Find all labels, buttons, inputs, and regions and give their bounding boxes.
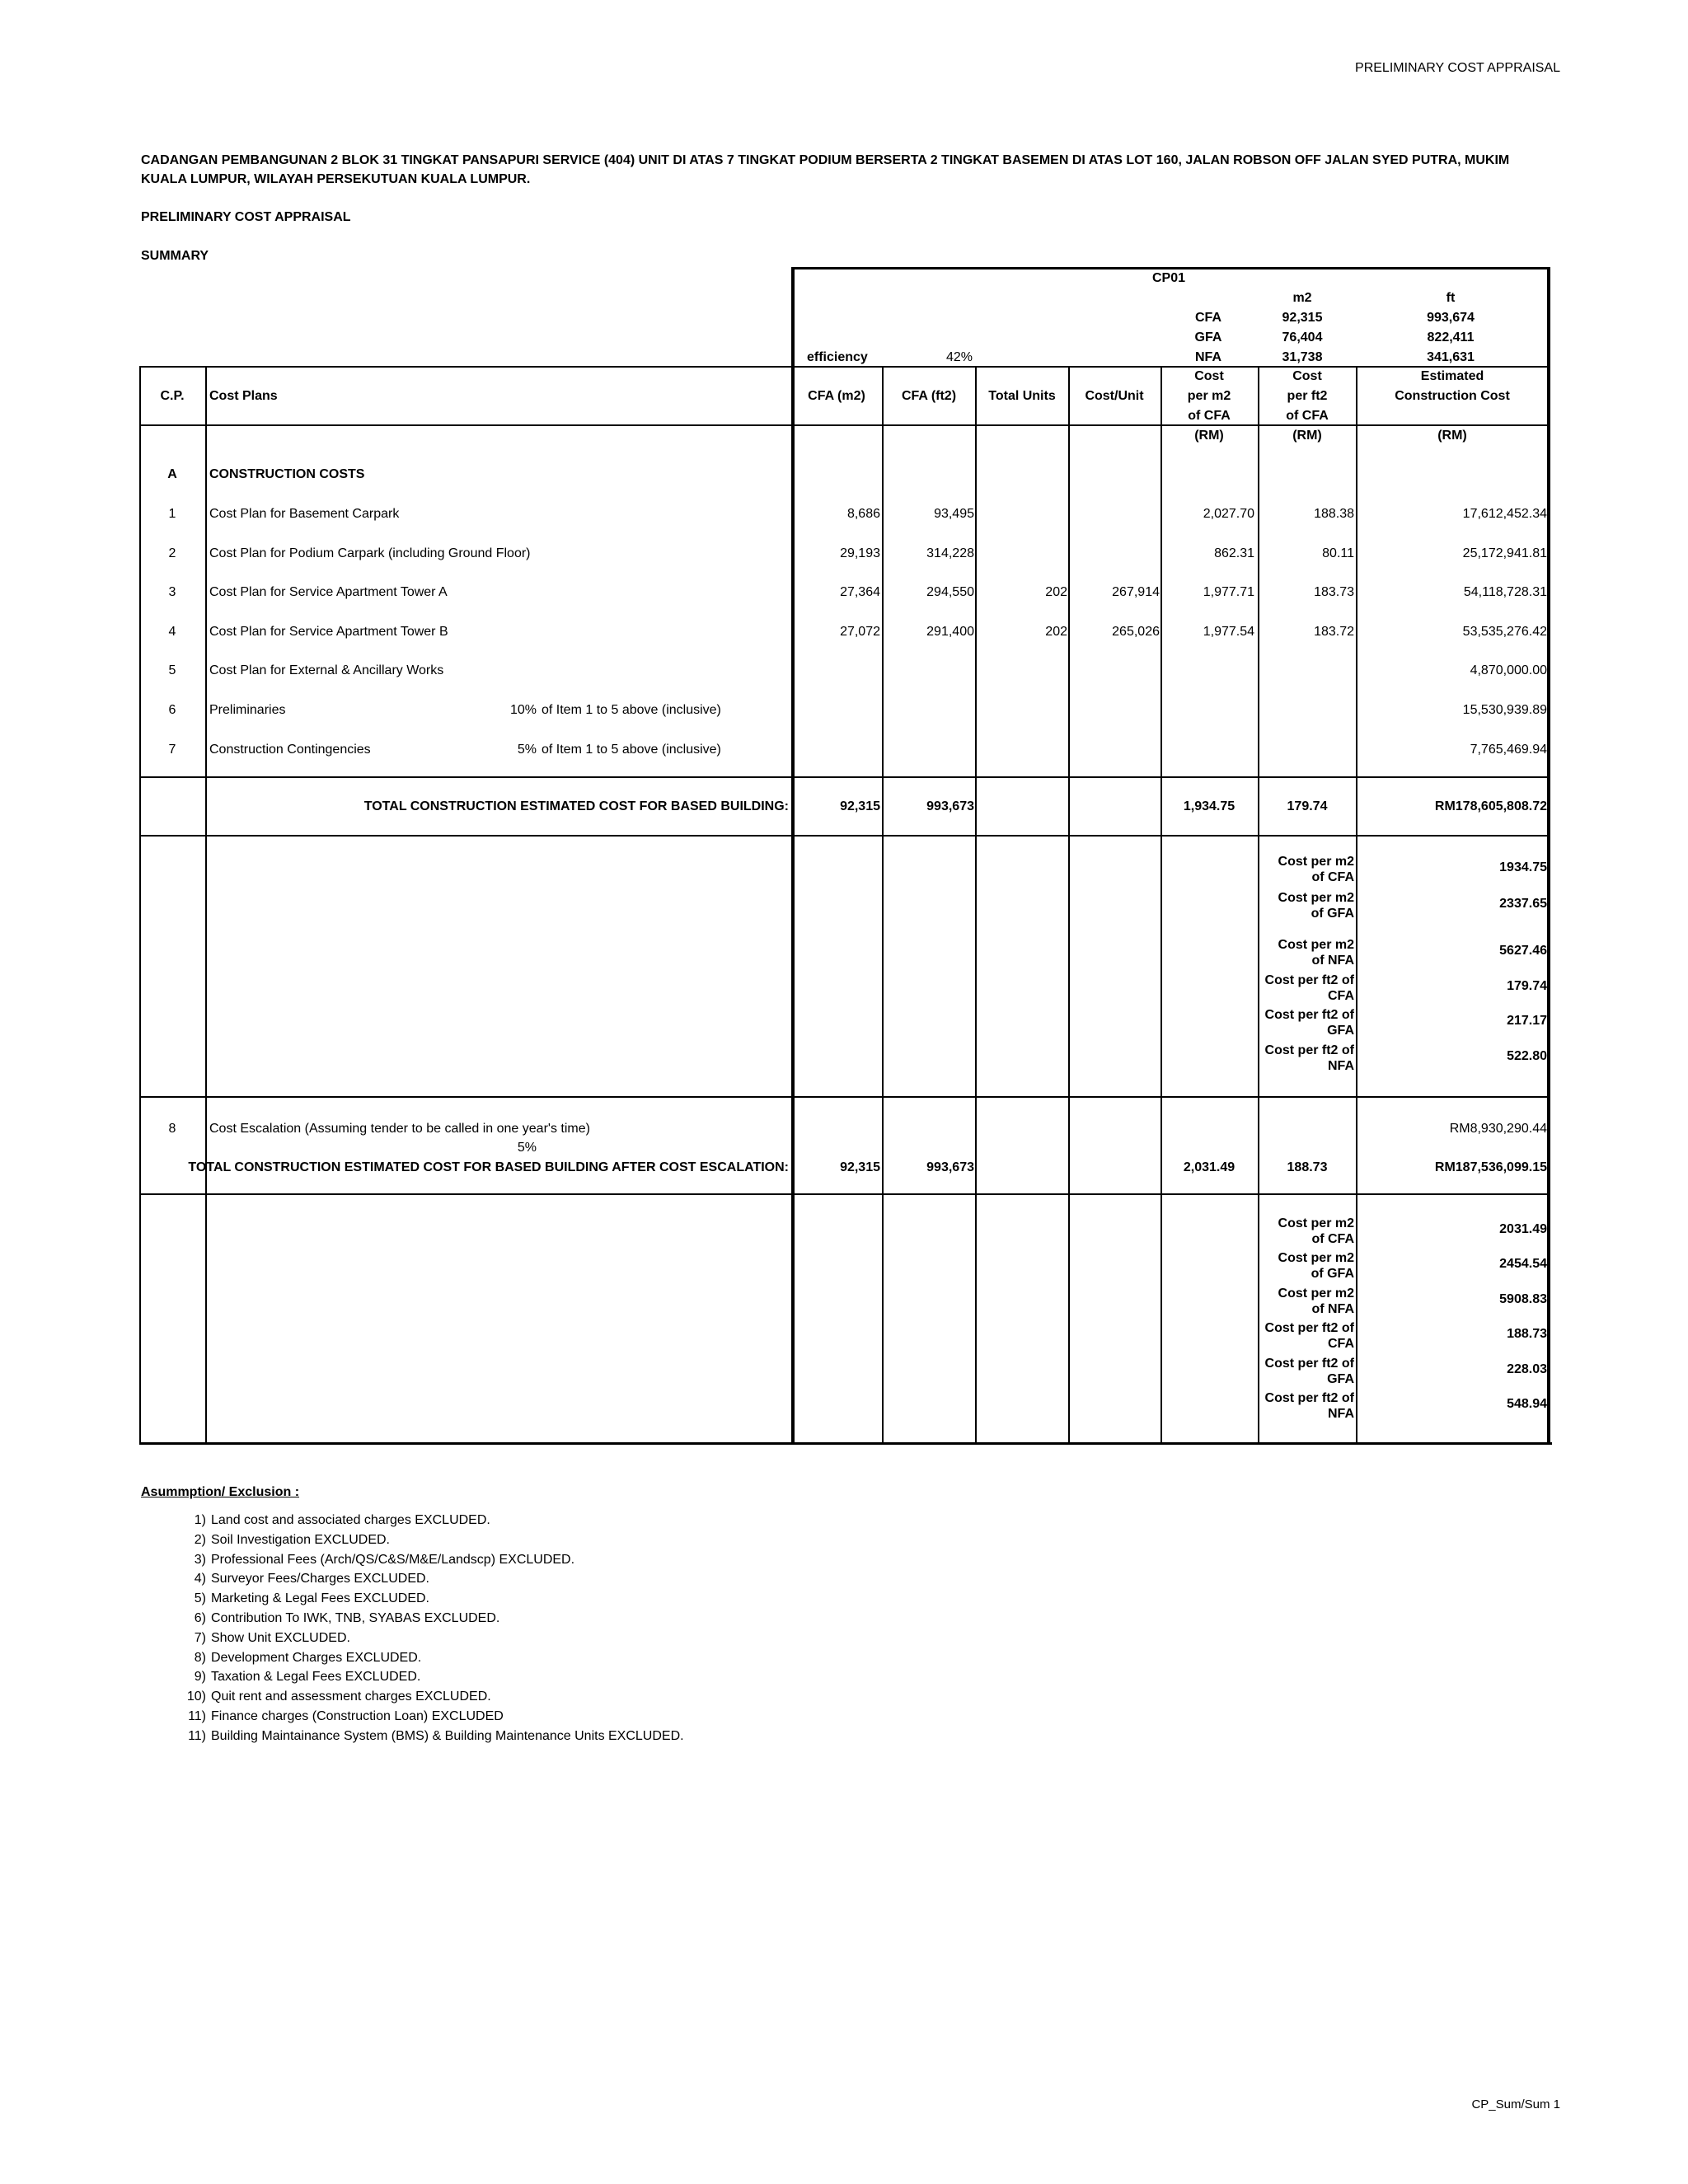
column-ft: ft (1446, 291, 1456, 305)
item-estimated-cost: 4,870,000.00 (1470, 663, 1547, 678)
area-label: GFA (1194, 330, 1222, 344)
total-cfa-ft2: 993,673 (926, 1160, 974, 1174)
assumption-text: Development Charges EXCLUDED. (211, 1650, 422, 1665)
item-cost-per-ft2: 183.72 (1314, 624, 1354, 639)
assumption-text: Land cost and associated charges EXCLUDED. (211, 1513, 490, 1527)
section-code: A (167, 467, 177, 481)
table-rule (139, 366, 1550, 368)
table-border-top (791, 267, 1550, 269)
column-cost-per-ft2: per ft2 (1287, 389, 1328, 403)
total-cost-per-ft2: 188.73 (1287, 1160, 1328, 1174)
table-border-bottom (139, 1442, 1552, 1445)
page-footer: CP_Sum/Sum 1 (1471, 2097, 1560, 2111)
area-label: NFA (1195, 350, 1221, 364)
item-description: Cost Plan for Service Apartment Tower B (209, 624, 448, 639)
assumption-number: 4) (194, 1572, 206, 1586)
item-percentage-note: of Item 1 to 5 above (inclusive) (542, 703, 721, 717)
assumption-number: 8) (194, 1650, 206, 1665)
table-rule (139, 835, 1550, 837)
item-description: Preliminaries (209, 703, 286, 717)
table-rule (1356, 366, 1357, 1442)
breakdown-value: 179.74 (1507, 979, 1547, 993)
assumption-item (165, 1651, 684, 1671)
item-cfa-m2: 29,193 (840, 546, 880, 560)
column-cp: C.P. (160, 389, 185, 403)
assumption-item (165, 1513, 684, 1533)
table-rule (1160, 366, 1162, 1442)
item-number: 8 (168, 1122, 176, 1136)
assumption-text: Contribution To IWK, TNB, SYABAS EXCLUDED. (211, 1610, 500, 1625)
table-rule (1068, 366, 1070, 1442)
breakdown-value: 5627.46 (1499, 944, 1547, 958)
total-cost-per-m2: 2,031.49 (1183, 1160, 1236, 1174)
total-cost-per-ft2: 179.74 (1287, 799, 1328, 813)
summary-heading: SUMMARY (141, 249, 209, 263)
assumption-item (165, 1709, 684, 1729)
breakdown-label: Cost per m2 (1278, 938, 1354, 952)
breakdown-label: Cost per m2 (1278, 1251, 1354, 1266)
total-estimated-cost: RM187,536,099.15 (1434, 1160, 1547, 1174)
item-percentage-note: of Item 1 to 5 above (inclusive) (542, 742, 721, 757)
column-cost-unit: Cost/Unit (1085, 389, 1144, 403)
table-rule (1258, 366, 1259, 1442)
assumption-item (165, 1690, 684, 1709)
column-cost-per-m2: per m2 (1187, 389, 1231, 403)
breakdown-label: Cost per m2 (1278, 855, 1354, 869)
column-m2: m2 (1292, 291, 1312, 305)
item-units: 202 (1045, 585, 1067, 600)
item-cost-per-m2: 1,977.54 (1203, 624, 1254, 639)
table-rule (882, 366, 884, 1442)
total-label: TOTAL CONSTRUCTION ESTIMATED COST FOR BASED BUILDING: (363, 799, 789, 813)
column-cost-per-ft2: (RM) (1292, 429, 1322, 443)
breakdown-label: NFA (1328, 1059, 1354, 1073)
column-cost-per-m2: Cost (1194, 369, 1224, 383)
item-description: Construction Contingencies (209, 742, 371, 757)
item-cfa-m2: 27,072 (840, 624, 880, 639)
column-estimated-cost: (RM) (1437, 429, 1467, 443)
item-number: 3 (168, 585, 176, 600)
assumption-number: 2) (194, 1532, 206, 1547)
assumption-item (165, 1670, 684, 1690)
breakdown-label: of GFA (1311, 1267, 1354, 1282)
assumption-text: Soil Investigation EXCLUDED. (211, 1532, 390, 1547)
efficiency-value: 42% (945, 350, 973, 364)
breakdown-label: Cost per ft2 of (1264, 1321, 1354, 1336)
item-number: 4 (168, 624, 176, 639)
item-cfa-ft2: 291,400 (926, 624, 974, 639)
breakdown-label: GFA (1327, 1371, 1354, 1386)
section-label: CONSTRUCTION COSTS (209, 467, 365, 481)
assumption-text: Show Unit EXCLUDED. (211, 1630, 350, 1645)
assumption-item (165, 1572, 684, 1591)
breakdown-label: of GFA (1311, 907, 1354, 921)
breakdown-value: 5908.83 (1499, 1291, 1547, 1306)
item-description: Cost Plan for Basement Carpark (209, 507, 400, 521)
table-rule (139, 1193, 1550, 1195)
column-cost-per-ft2: Cost (1292, 369, 1322, 383)
item-cost-per-ft2: 188.38 (1314, 507, 1354, 521)
assumption-item (165, 1631, 684, 1651)
breakdown-label: Cost per ft2 of (1264, 973, 1354, 987)
document-subtitle: PRELIMINARY COST APPRAISAL (141, 210, 351, 224)
column-cost-per-ft2: of CFA (1286, 409, 1329, 423)
item-description: Cost Escalation (Assuming tender to be called in one year's time) (209, 1122, 590, 1136)
assumption-text: Taxation & Legal Fees EXCLUDED. (211, 1670, 421, 1685)
item-estimated-cost: 7,765,469.94 (1470, 742, 1547, 757)
breakdown-value: 2031.49 (1499, 1222, 1547, 1236)
breakdown-value: 2454.54 (1499, 1257, 1547, 1272)
item-description: Cost Plan for Podium Carpark (including Ground Floor) (209, 546, 531, 560)
column-cost-per-m2: of CFA (1188, 409, 1231, 423)
assumption-number: 5) (194, 1591, 206, 1606)
breakdown-label: Cost per m2 (1278, 891, 1354, 905)
total-cost-per-m2: 1,934.75 (1183, 799, 1236, 813)
total-cfa-m2: 92,315 (840, 799, 880, 813)
assumption-text: Surveyor Fees/Charges EXCLUDED. (211, 1572, 429, 1586)
assumption-list (165, 1513, 684, 1749)
item-cfa-ft2: 93,495 (934, 507, 974, 521)
breakdown-value: 188.73 (1507, 1327, 1547, 1342)
efficiency-label: efficiency (807, 350, 868, 364)
breakdown-label: CFA (1328, 1337, 1354, 1352)
assumption-text: Marketing & Legal Fees EXCLUDED. (211, 1591, 429, 1606)
item-percentage: 5% (517, 742, 537, 757)
item-cfa-m2: 8,686 (846, 507, 880, 521)
total-estimated-cost: RM178,605,808.72 (1434, 799, 1547, 813)
assumption-item (165, 1729, 684, 1749)
breakdown-label: Cost per m2 (1278, 1286, 1354, 1301)
item-description: Cost Plan for External & Ancillary Works (209, 663, 444, 678)
breakdown-label: Cost per ft2 of (1264, 1043, 1354, 1057)
item-estimated-cost: 17,612,452.34 (1462, 507, 1547, 521)
table-border-left (139, 366, 141, 1442)
breakdown-label: NFA (1328, 1407, 1354, 1421)
item-number: 2 (168, 546, 176, 560)
assumption-item (165, 1611, 684, 1631)
area-ft: 341,631 (1427, 350, 1475, 364)
assumption-number: 7) (194, 1630, 206, 1645)
breakdown-label: of CFA (1311, 870, 1354, 884)
breakdown-value: 217.17 (1507, 1014, 1547, 1028)
item-number: 6 (168, 703, 176, 717)
breakdown-label: of NFA (1311, 1301, 1354, 1316)
area-m2: 92,315 (1282, 311, 1323, 325)
item-cost-per-m2: 862.31 (1214, 546, 1254, 560)
column-cost-plans: Cost Plans (209, 389, 278, 403)
column-total-units: Total Units (988, 389, 1056, 403)
assumption-text: Quit rent and assessment charges EXCLUDED. (211, 1690, 491, 1704)
breakdown-label: Cost per m2 (1278, 1216, 1354, 1230)
breakdown-value: 548.94 (1507, 1397, 1547, 1411)
item-cost-per-m2: 2,027.70 (1203, 507, 1254, 521)
assumption-number: 10) (186, 1690, 206, 1704)
assumption-number: 11) (188, 1708, 206, 1723)
assumption-number: 11) (188, 1728, 206, 1743)
item-percentage: 5% (517, 1141, 537, 1155)
page-header: PRELIMINARY COST APPRAISAL (1355, 61, 1560, 75)
breakdown-label: of CFA (1311, 1232, 1354, 1246)
item-estimated-cost: RM8,930,290.44 (1449, 1122, 1547, 1136)
column-cost-per-m2: (RM) (1194, 429, 1224, 443)
breakdown-label: of NFA (1311, 954, 1354, 968)
breakdown-value: 2337.65 (1499, 897, 1547, 911)
assumption-number: 6) (194, 1610, 206, 1625)
item-estimated-cost: 53,535,276.42 (1462, 624, 1547, 639)
table-border-thick (791, 267, 795, 1444)
assumption-number: 9) (194, 1670, 206, 1685)
assumption-heading: Asummption/ Exclusion : (141, 1485, 300, 1499)
column-estimated-cost: Construction Cost (1395, 389, 1510, 403)
assumption-item (165, 1533, 684, 1553)
item-units: 202 (1045, 624, 1067, 639)
item-estimated-cost: 25,172,941.81 (1462, 546, 1547, 560)
breakdown-label: Cost per ft2 of (1264, 1008, 1354, 1022)
item-number: 1 (168, 507, 176, 521)
table-rule (139, 424, 1550, 426)
column-cfa-m2: CFA (m2) (808, 389, 865, 403)
item-cost-unit: 267,914 (1112, 585, 1160, 600)
cost-plan-code: CP01 (1151, 271, 1186, 285)
area-label: CFA (1195, 311, 1221, 325)
breakdown-label: CFA (1328, 989, 1354, 1003)
assumption-number: 3) (194, 1552, 206, 1567)
assumption-number: 1) (194, 1513, 206, 1527)
breakdown-value: 228.03 (1507, 1361, 1547, 1376)
table-rule (205, 366, 207, 1442)
item-number: 7 (168, 742, 176, 757)
assumption-item (165, 1553, 684, 1572)
item-cost-unit: 265,026 (1112, 624, 1160, 639)
assumption-item (165, 1591, 684, 1611)
area-m2: 76,404 (1282, 330, 1323, 344)
item-cost-per-m2: 1,977.71 (1203, 585, 1254, 600)
column-estimated-cost: Estimated (1420, 369, 1484, 383)
item-description: Cost Plan for Service Apartment Tower A (209, 585, 448, 600)
item-cost-per-ft2: 80.11 (1322, 546, 1354, 560)
table-rule (139, 1096, 1550, 1098)
item-number: 5 (168, 663, 176, 678)
table-border-right (1547, 267, 1550, 1444)
assumption-text: Building Maintainance System (BMS) & Building Maintenance Units EXCLUDED. (211, 1728, 684, 1743)
item-percentage: 10% (509, 703, 537, 717)
breakdown-label: Cost per ft2 of (1264, 1356, 1354, 1371)
item-cfa-m2: 27,364 (840, 585, 880, 600)
column-cfa-ft2: CFA (ft2) (901, 389, 957, 403)
item-estimated-cost: 54,118,728.31 (1463, 585, 1547, 600)
table-rule (139, 776, 1550, 778)
breakdown-label: GFA (1327, 1024, 1354, 1038)
table-rule (975, 366, 977, 1442)
area-ft: 993,674 (1427, 311, 1475, 325)
assumption-text: Finance charges (Construction Loan) EXCLUDED (211, 1708, 504, 1723)
item-cfa-ft2: 294,550 (926, 585, 974, 600)
item-cost-per-ft2: 183.73 (1314, 585, 1354, 600)
breakdown-value: 1934.75 (1499, 860, 1547, 874)
project-title: CADANGAN PEMBANGUNAN 2 BLOK 31 TINGKAT PANSAPURI SERVICE (404) UNIT DI ATAS 7 TINGKAT PODIUM BERSERTA 2 TINGKAT BASEMEN DI ATAS LOT 160, JALAN ROBSON OFF JALAN SYED PUTRA, MUKIM KUALA LUMPUR, WILAYAH PERSEKUTUAN KUALA LUMPUR. (141, 153, 1510, 186)
item-cfa-ft2: 314,228 (926, 546, 974, 560)
breakdown-value: 522.80 (1507, 1049, 1547, 1063)
area-m2: 31,738 (1282, 350, 1323, 364)
assumption-text: Professional Fees (Arch/QS/C&S/M&E/Landscp) EXCLUDED. (211, 1552, 575, 1567)
total-cfa-m2: 92,315 (840, 1160, 880, 1174)
total-cfa-ft2: 993,673 (926, 799, 974, 813)
breakdown-label: Cost per ft2 of (1264, 1391, 1354, 1405)
total-label: TOTAL CONSTRUCTION ESTIMATED COST FOR BASED BUILDING AFTER COST ESCALATION: (188, 1160, 789, 1174)
area-ft: 822,411 (1427, 330, 1475, 344)
item-estimated-cost: 15,530,939.89 (1462, 703, 1547, 717)
